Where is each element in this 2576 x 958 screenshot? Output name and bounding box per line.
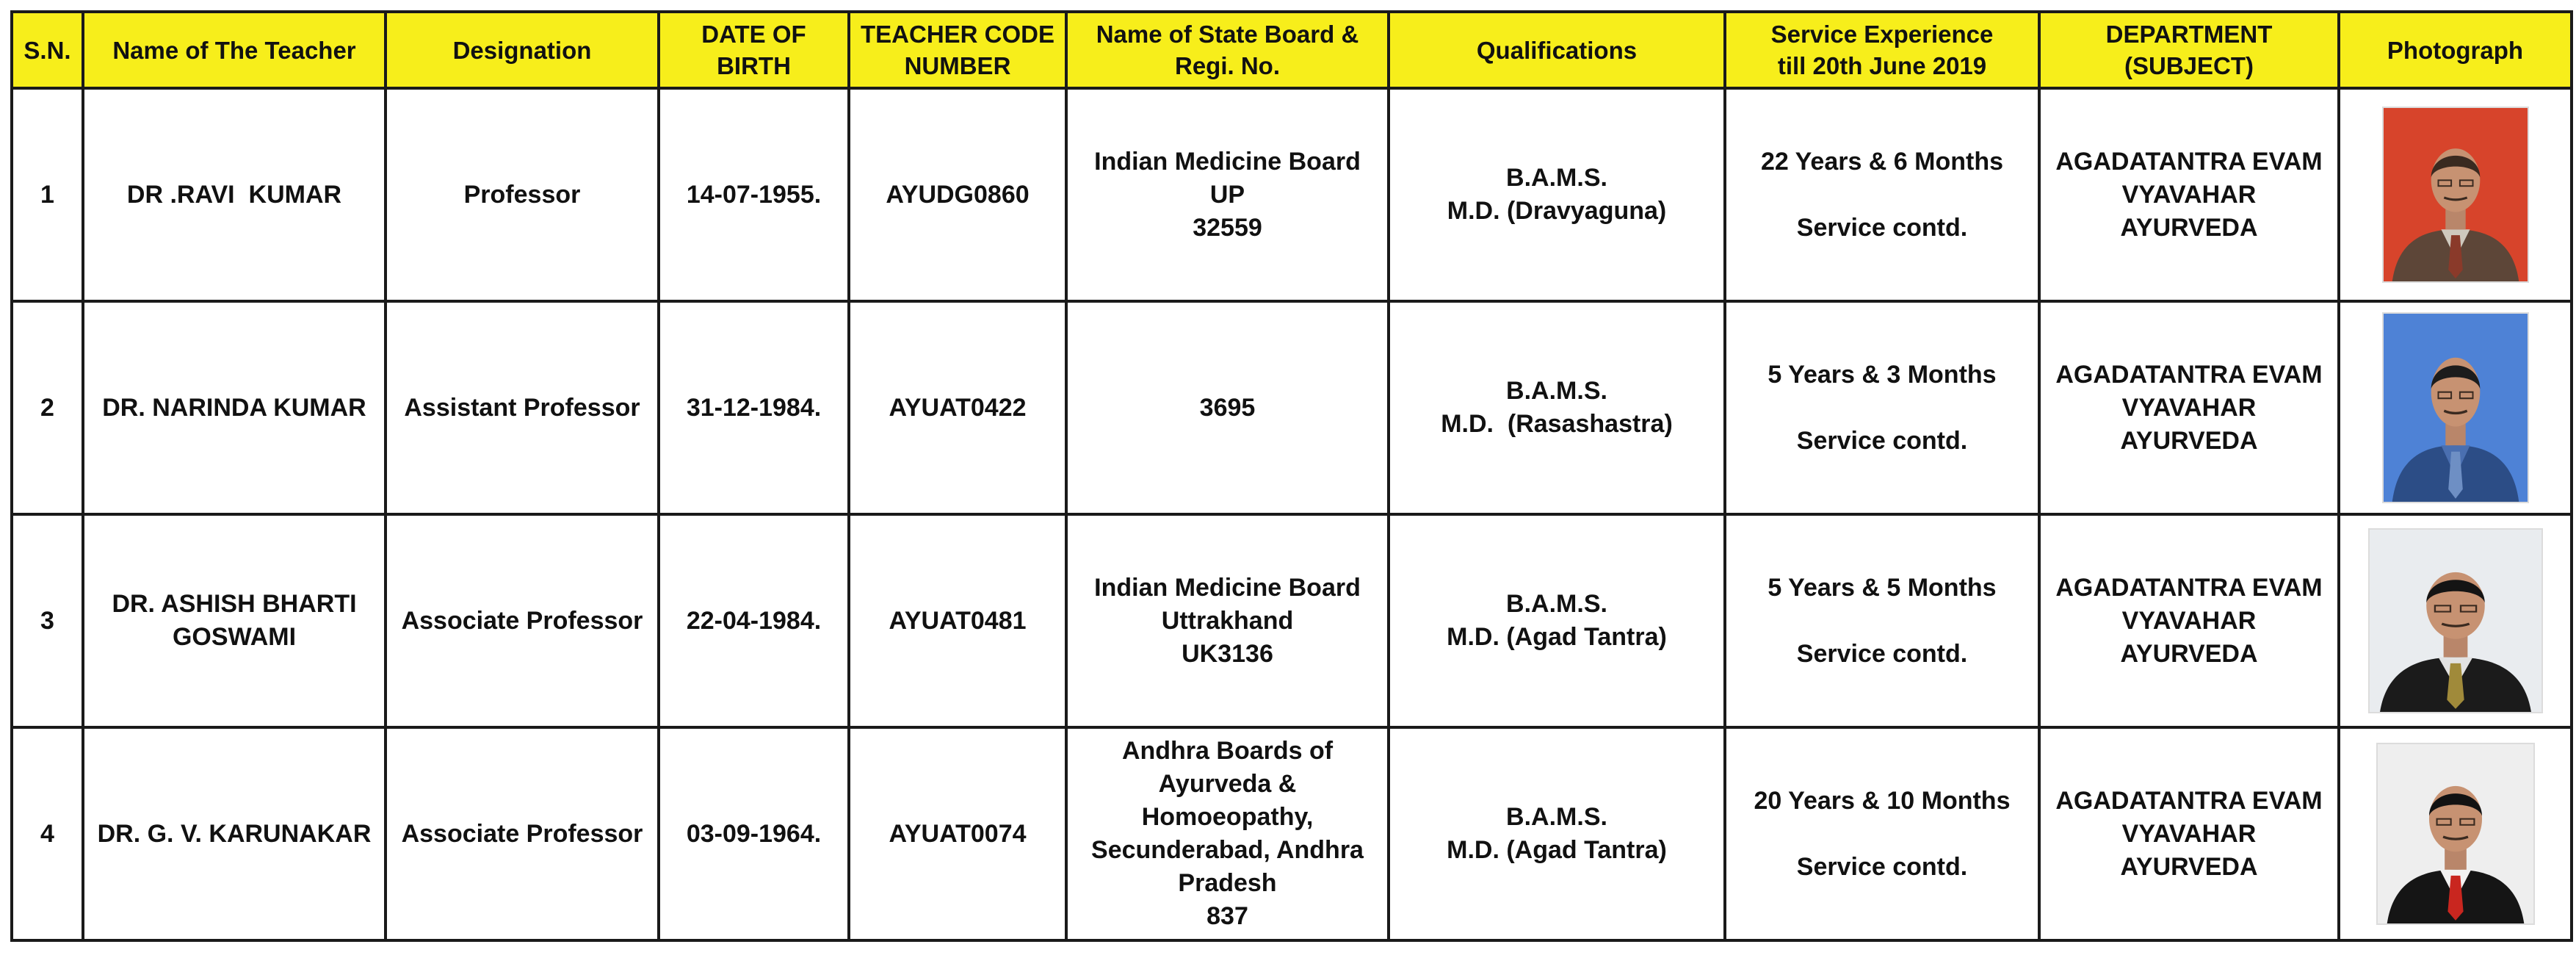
cell-qualifications (1389, 301, 1725, 514)
teacher-photo (2378, 744, 2533, 923)
cell-teacher-code: AYUDG0860 (849, 88, 1066, 301)
department-line: AGADATANTRA EVAM (2055, 360, 2323, 389)
department-line: AGADATANTRA EVAM (2055, 573, 2323, 602)
portrait-graphic (2384, 108, 2528, 281)
header-name: Name of The Teacher (83, 12, 386, 88)
board-line: Ayurveda & (1158, 770, 1297, 798)
qualification-line: M.D. (Dravyaguna) (1447, 197, 1667, 225)
qualification-line: B.A.M.S. (1506, 803, 1607, 831)
header-qualifications: Qualifications (1389, 12, 1725, 88)
service-status: Service contd. (1796, 852, 1968, 881)
qualification-line: M.D. (Agad Tantra) (1447, 623, 1667, 651)
header-teacher-code: TEACHER CODE NUMBER (849, 12, 1066, 88)
teacher-table (10, 10, 2573, 942)
cell-photograph (2339, 727, 2572, 940)
cell-photograph (2339, 88, 2572, 301)
cell-state-board (1066, 514, 1389, 727)
header-state-board: Name of State Board & Regi. No. (1066, 12, 1389, 88)
cell-teacher-name: DR. G. V. KARUNAKAR (83, 727, 386, 940)
cell-designation: Professor (386, 88, 659, 301)
cell-teacher-code: AYUAT0481 (849, 514, 1066, 727)
department-line: VYAVAHAR (2121, 393, 2257, 422)
board-line: 32559 (1193, 213, 1262, 242)
department-line: AYURVEDA (2120, 426, 2258, 455)
board-line: Pradesh (1178, 869, 1277, 897)
header-designation: Designation (386, 12, 659, 88)
qualification-line: B.A.M.S. (1506, 164, 1607, 192)
cell-state-board (1066, 88, 1389, 301)
department-line: VYAVAHAR (2121, 819, 2257, 848)
header-photograph: Photograph (2339, 12, 2572, 88)
qualification-line: B.A.M.S. (1506, 377, 1607, 405)
experience-duration: 20 Years & 10 Months (1754, 786, 2011, 815)
table-row (12, 727, 2572, 940)
teacher-photo (2370, 530, 2541, 712)
table-row (12, 88, 2572, 301)
cell-teacher-name: DR .RAVI KUMAR (83, 88, 386, 301)
board-line: Andhra Boards of (1121, 737, 1334, 765)
service-status: Service contd. (1796, 639, 1968, 668)
cell-state-board (1066, 727, 1389, 940)
cell-sn: 1 (12, 88, 83, 301)
cell-dob: 22-04-1984. (659, 514, 849, 727)
board-line: UP (1209, 180, 1245, 209)
header-sn: S.N. (12, 12, 83, 88)
cell-service-experience (1725, 727, 2039, 940)
experience-duration: 5 Years & 5 Months (1768, 573, 1997, 602)
cell-department (2039, 88, 2339, 301)
header-department: DEPARTMENT (SUBJECT) (2039, 12, 2339, 88)
cell-dob: 03-09-1964. (659, 727, 849, 940)
portrait-graphic (2384, 314, 2528, 502)
header-dob: DATE OF BIRTH (659, 12, 849, 88)
department-line: AGADATANTRA EVAM (2055, 786, 2323, 815)
board-line: Indian Medicine Board (1094, 147, 1361, 176)
department-line: AYURVEDA (2120, 852, 2258, 881)
cell-sn: 2 (12, 301, 83, 514)
teacher-photo (2384, 108, 2528, 281)
board-line: 837 (1206, 902, 1248, 930)
department-line: AYURVEDA (2120, 213, 2258, 242)
board-line: Homoeopathy, (1141, 803, 1314, 831)
department-line: VYAVAHAR (2121, 180, 2257, 209)
cell-dob: 14-07-1955. (659, 88, 849, 301)
cell-designation: Associate Professor (386, 727, 659, 940)
cell-state-board (1066, 301, 1389, 514)
cell-teacher-name: DR. ASHISH BHARTI GOSWAMI (83, 514, 386, 727)
cell-photograph (2339, 514, 2572, 727)
board-line: UK3136 (1182, 639, 1273, 668)
service-status: Service contd. (1796, 426, 1968, 455)
cell-designation: Associate Professor (386, 514, 659, 727)
board-line: Uttrakhand (1161, 606, 1294, 635)
experience-duration: 5 Years & 3 Months (1768, 360, 1997, 389)
cell-qualifications (1389, 514, 1725, 727)
department-line: VYAVAHAR (2121, 606, 2257, 635)
board-line: 3695 (1199, 393, 1256, 422)
board-line: Secunderabad, Andhra (1091, 836, 1364, 864)
cell-sn: 4 (12, 727, 83, 940)
cell-department (2039, 514, 2339, 727)
header-service-experience: Service Experience till 20th June 2019 (1725, 12, 2039, 88)
cell-department (2039, 301, 2339, 514)
experience-duration: 22 Years & 6 Months (1760, 147, 2004, 176)
cell-designation: Assistant Professor (386, 301, 659, 514)
cell-teacher-name: DR. NARINDA KUMAR (83, 301, 386, 514)
cell-dob: 31-12-1984. (659, 301, 849, 514)
table-row (12, 301, 2572, 514)
cell-service-experience (1725, 301, 2039, 514)
teacher-photo (2384, 314, 2528, 502)
header-row (12, 12, 2572, 88)
service-status: Service contd. (1796, 213, 1968, 242)
qualification-line: M.D. (Agad Tantra) (1447, 836, 1667, 864)
cell-qualifications (1389, 88, 1725, 301)
cell-service-experience (1725, 514, 2039, 727)
cell-teacher-code: AYUAT0422 (849, 301, 1066, 514)
qualification-line: M.D. (Rasashastra) (1441, 410, 1673, 438)
table-row (12, 514, 2572, 727)
cell-teacher-code: AYUAT0074 (849, 727, 1066, 940)
cell-qualifications (1389, 727, 1725, 940)
board-line: Indian Medicine Board (1094, 573, 1361, 602)
department-line: AGADATANTRA EVAM (2055, 147, 2323, 176)
cell-photograph (2339, 301, 2572, 514)
cell-service-experience (1725, 88, 2039, 301)
portrait-graphic (2378, 744, 2533, 923)
cell-sn: 3 (12, 514, 83, 727)
qualification-line: B.A.M.S. (1506, 590, 1607, 618)
cell-department (2039, 727, 2339, 940)
department-line: AYURVEDA (2120, 639, 2258, 668)
portrait-graphic (2370, 530, 2541, 712)
